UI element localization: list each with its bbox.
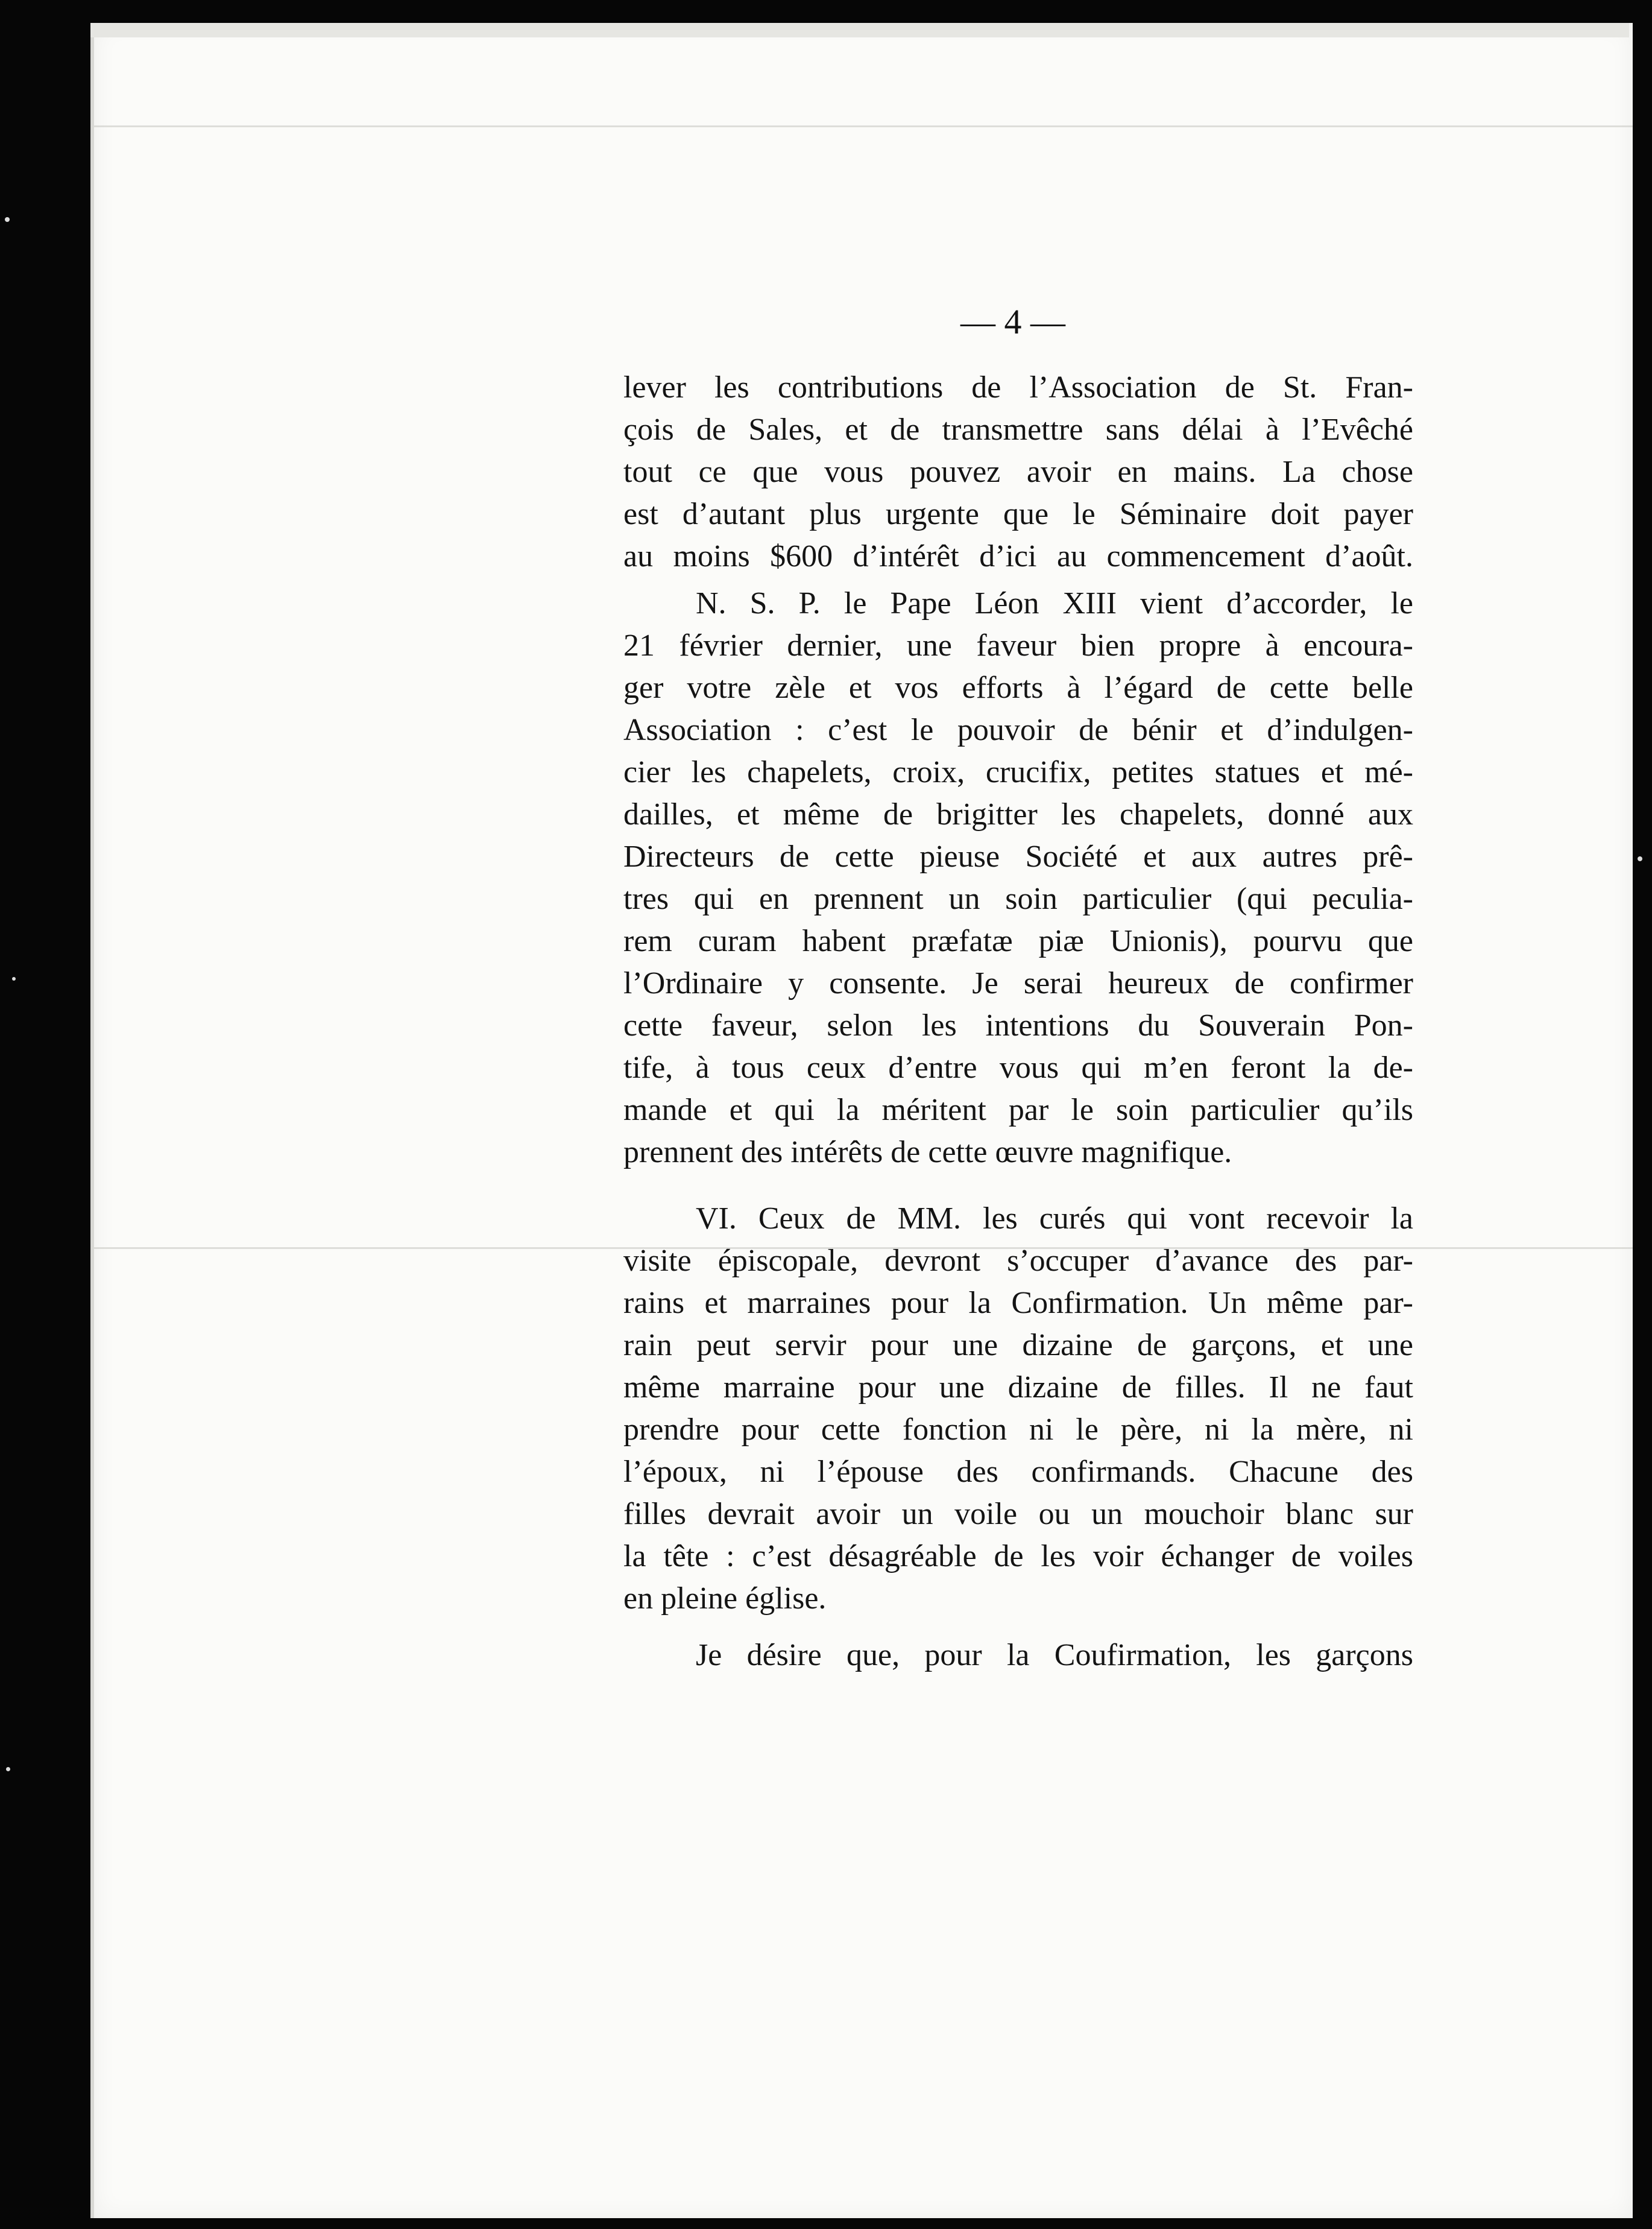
paragraph: [623, 1198, 1413, 1620]
text-line: mande et qui la méritent par le soin particulier qu’ils: [623, 1093, 1413, 1127]
scan-speck: [12, 977, 16, 981]
body-text: [623, 367, 1413, 1677]
text-line: est d’autant plus urgente que le Séminaire doit payer: [623, 497, 1413, 531]
text-line: VI. Ceux de MM. les curés qui vont recevoir la: [696, 1201, 1413, 1236]
text-line: tout ce que vous pouvez avoir en mains. La chose: [623, 455, 1413, 489]
text-line: 21 février dernier, une faveur bien propre à encoura-: [623, 628, 1413, 663]
text-line: Association : c’est le pouvoir de bénir et d’indulgen-: [623, 713, 1413, 747]
text-line: rains et marraines pour la Confirmation. Un même par-: [623, 1286, 1413, 1320]
paragraph: [623, 367, 1413, 578]
text-line: l’époux, ni l’épouse des confirmands. Chacune des: [623, 1455, 1413, 1489]
text-line: çois de Sales, et de transmettre sans délai à l’Evêché: [623, 413, 1413, 447]
text-line: cette faveur, selon les intentions du Souverain Pon-: [623, 1008, 1413, 1043]
paragraph: [623, 1634, 1413, 1677]
page-top-edge: [90, 23, 1629, 37]
paragraph-spacing: [623, 1620, 1413, 1634]
text-line: lever les contributions de l’Association de St. Fran-: [623, 370, 1413, 405]
text-line: la tête : c’est désagréable de les voir échanger de voiles: [623, 1539, 1413, 1573]
text-line: visite épiscopale, devront s’occuper d’avance des par-: [623, 1244, 1413, 1278]
paragraph-spacing: [623, 578, 1413, 583]
text-line: cier les chapelets, croix, crucifix, petites statues et mé-: [623, 755, 1413, 789]
text-line: ger votre zèle et vos efforts à l’égard de cette belle: [623, 671, 1413, 705]
scan-speck: [6, 1767, 10, 1771]
text-line: au moins $600 d’intérêt d’ici au commencement d’août.: [623, 539, 1413, 574]
scan-speck: [5, 217, 10, 222]
paragraph: [623, 583, 1413, 1174]
text-line: Je désire que, pour la Coufirmation, les garçons: [696, 1638, 1413, 1672]
text-line: en pleine église.: [623, 1581, 827, 1616]
text-line: Directeurs de cette pieuse Société et aux autres prê-: [623, 839, 1413, 874]
scan-speck: [1638, 856, 1642, 861]
text-line: rain peut servir pour une dizaine de garçons, et une: [623, 1328, 1413, 1362]
text-line: filles devrait avoir un voile ou un mouchoir blanc sur: [623, 1497, 1413, 1531]
text-line: l’Ordinaire y consente. Je serai heureux de confirmer: [623, 966, 1413, 1001]
page-fold-line: [94, 125, 1633, 127]
page-number: — 4 —: [960, 302, 1065, 341]
text-line: même marraine pour une dizaine de filles. Il ne faut: [623, 1370, 1413, 1405]
text-line: prendre pour cette fonction ni le père, ni la mère, ni: [623, 1412, 1413, 1447]
text-line: prennent des intérêts de cette œuvre magnifique.: [623, 1135, 1232, 1169]
paragraph-spacing: [623, 1174, 1413, 1198]
text-line: dailles, et même de brigitter les chapelets, donné aux: [623, 797, 1413, 832]
text-line: N. S. P. le Pape Léon XIII vient d’accorder, le: [696, 586, 1413, 621]
text-line: rem curam habent præfatæ piæ Unionis), pourvu que: [623, 924, 1413, 958]
text-line: tres qui en prennent un soin particulier (qui peculia-: [623, 882, 1413, 916]
text-line: tife, à tous ceux d’entre vous qui m’en feront la de-: [623, 1051, 1413, 1085]
